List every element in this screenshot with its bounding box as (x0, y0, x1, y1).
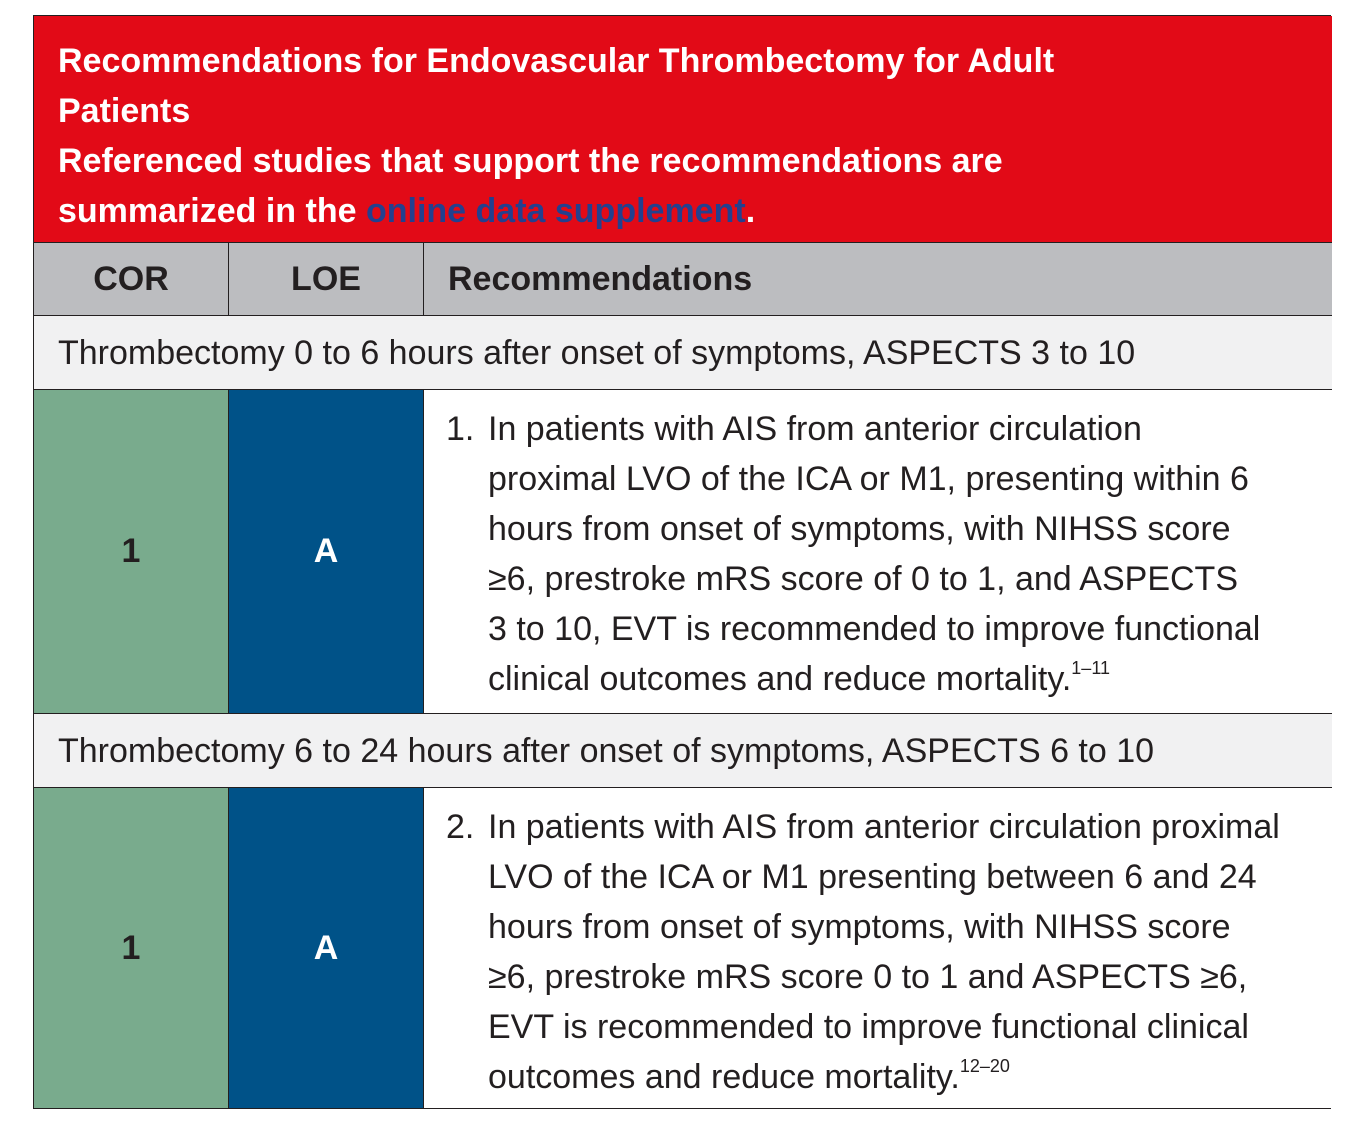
subtitle-suffix: . (745, 192, 756, 230)
recommendations-table (33, 15, 1331, 1109)
recommendation-row (34, 390, 1332, 714)
recommendation-text-cell (424, 788, 1332, 1108)
column-header-recommendations: Recommendations (448, 260, 753, 298)
recommendation-line: ≥6, prestroke mRS score 0 to 1 and ASPECTS ≥6, (488, 958, 1248, 996)
table-title-line-1: Recommendations for Endovascular Thrombectomy for Adult (58, 42, 1055, 80)
citation-superscript: 1–11 (1071, 658, 1111, 678)
loe-cell (229, 788, 424, 1108)
recommendation-line: EVT is recommended to improve functional clinical (488, 1008, 1249, 1046)
table-title-line-2: Patients (58, 92, 191, 130)
recommendation-row (34, 788, 1332, 1108)
recommendation-line: 3 to 10, EVT is recommended to improve functional (488, 610, 1261, 648)
recommendation-line: outcomes and reduce mortality. (488, 1058, 960, 1096)
section-heading-row: Thrombectomy 0 to 6 hours after onset of symptoms, ASPECTS 3 to 10 (34, 316, 1332, 390)
column-header-row (34, 242, 1332, 316)
recommendation-number: 1. (446, 410, 475, 448)
recommendation-number: 2. (446, 808, 475, 846)
citation-superscript: 12–20 (959, 1056, 1010, 1076)
recommendation-line: proximal LVO of the ICA or M1, presenting within 6 (488, 460, 1249, 498)
section-heading-row: Thrombectomy 6 to 24 hours after onset of symptoms, ASPECTS 6 to 10 (34, 714, 1332, 788)
recommendation-line: In patients with AIS from anterior circulation (488, 410, 1142, 448)
recommendation-line: ≥6, prestroke mRS score of 0 to 1, and ASPECTS (488, 560, 1238, 598)
recommendation-line: hours from onset of symptoms, with NIHSS score (488, 510, 1231, 548)
cor-value: 1 (121, 928, 141, 967)
recommendation-last-line (488, 654, 1110, 704)
subtitle-prefix: summarized in the (58, 192, 366, 230)
cor-value: 1 (121, 532, 141, 570)
column-header-cor: COR (34, 243, 229, 315)
loe-value: A (313, 928, 339, 967)
cor-cell (34, 390, 229, 713)
table-subtitle-line-1: Referenced studies that support the recommendations are (58, 142, 1003, 180)
loe-cell (229, 390, 424, 713)
table-title-band (34, 16, 1332, 242)
loe-value: A (313, 532, 339, 570)
online-data-supplement-link[interactable]: online data supplement (365, 192, 746, 230)
recommendation-line: In patients with AIS from anterior circulation proximal (488, 808, 1280, 846)
recommendation-last-line (488, 1052, 1010, 1102)
table-subtitle-line-2 (58, 186, 1308, 236)
recommendation-line: clinical outcomes and reduce mortality. (488, 660, 1072, 698)
recommendation-line: LVO of the ICA or M1 presenting between 6 and 24 (488, 858, 1257, 896)
column-header-loe: LOE (229, 243, 424, 315)
cor-cell (34, 788, 229, 1108)
recommendation-text-cell (424, 390, 1332, 713)
recommendation-line: hours from onset of symptoms, with NIHSS score (488, 908, 1231, 946)
